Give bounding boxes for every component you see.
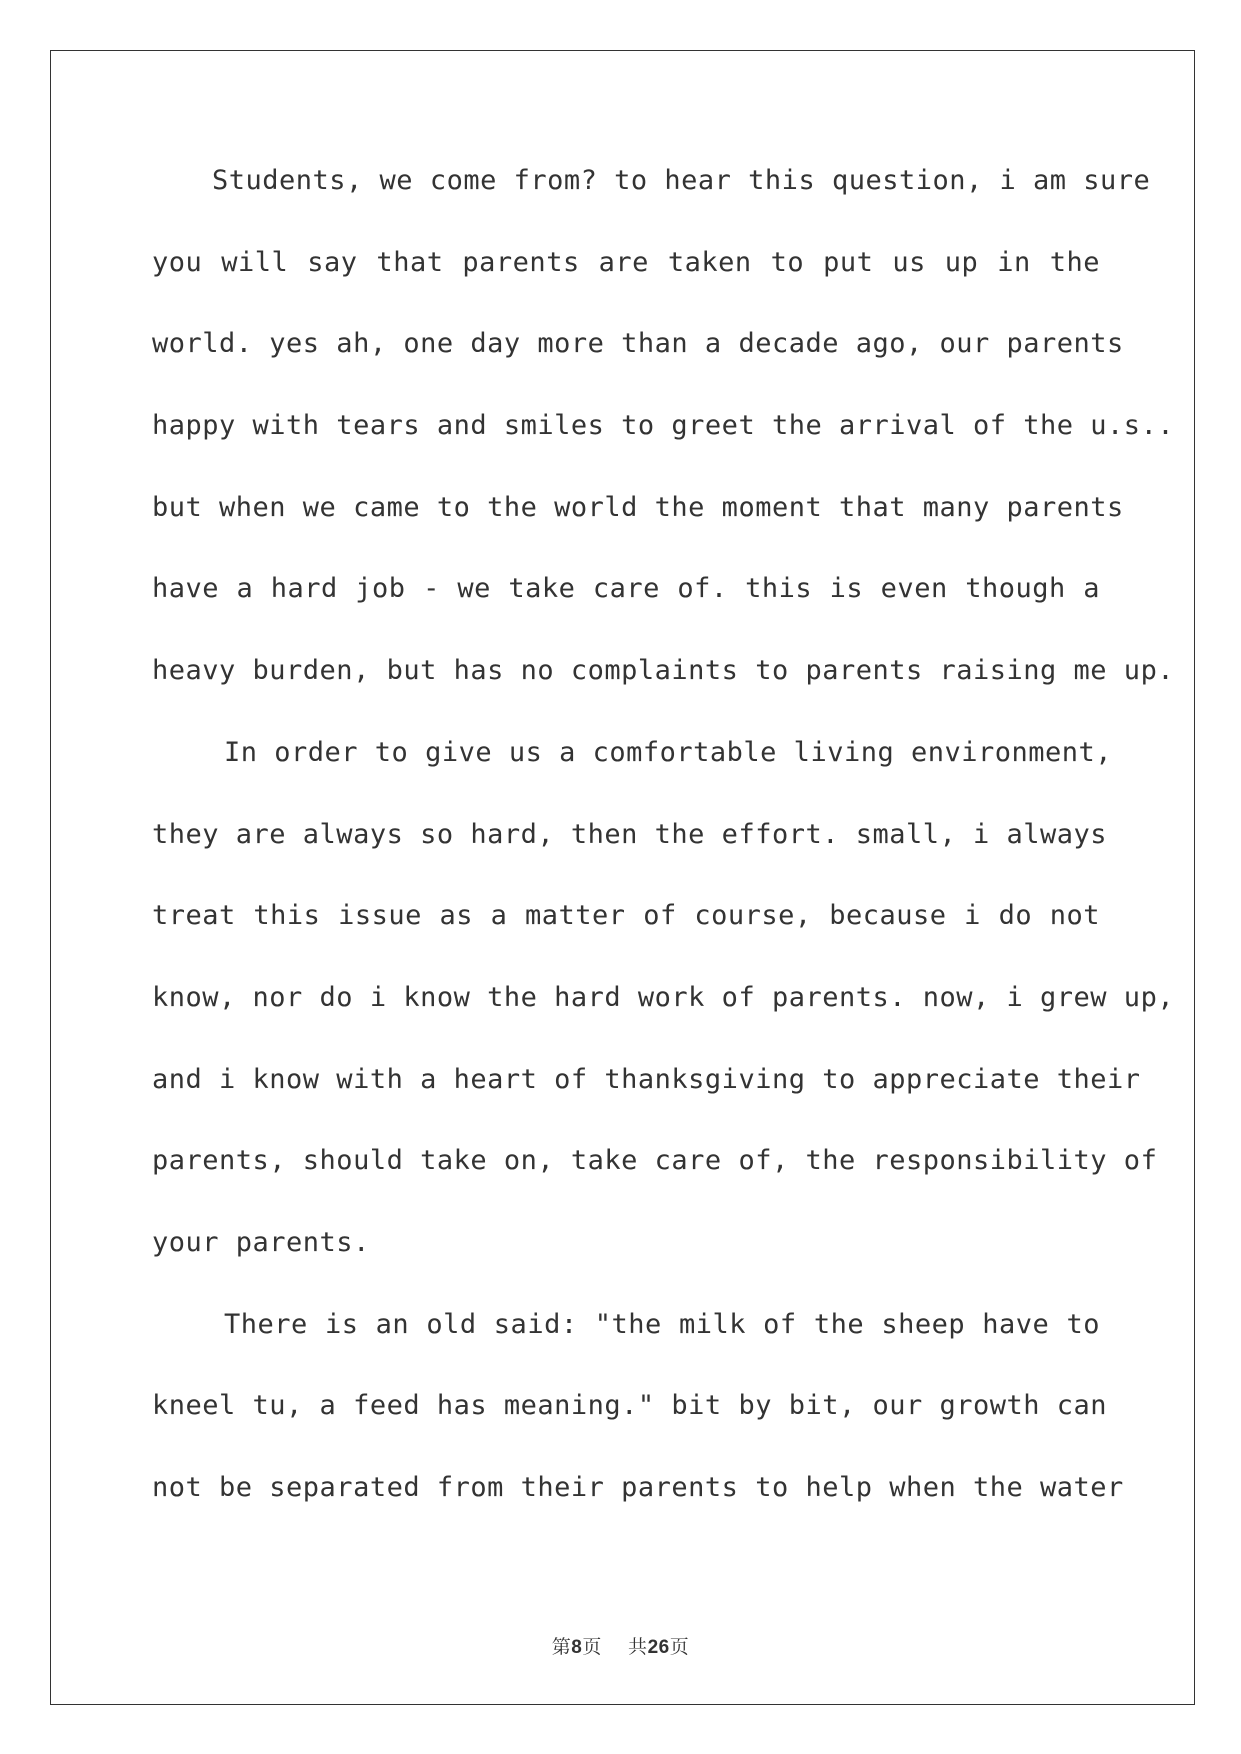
footer-total-prefix: 共 [628, 1636, 648, 1658]
text-line: have a hard job - we take care of. this is even though a [152, 573, 1100, 605]
text-line: world. yes ah, one day more than a decade ago, our parents [152, 328, 1124, 360]
text-line: Students, we come from? to hear this question, i am sure [212, 165, 1151, 196]
text-line: but when we came to the world the moment that many parents [152, 491, 1124, 523]
footer-page-number: 8 [571, 1637, 583, 1658]
text-line: treat this issue as a matter of course, because i do not [152, 900, 1100, 932]
text-line: There is an old said: "the milk of the sheep have to [224, 1308, 1100, 1340]
text-line: heavy burden, but has no complaints to parents raising me up. [152, 655, 1175, 687]
footer-total-pages: 26 [647, 1637, 670, 1658]
page-footer [0, 1632, 1241, 1659]
text-line: you will say that parents are taken to put us up in the [152, 246, 1100, 278]
text-line: kneel tu, a feed has meaning." bit by bit, our growth can [152, 1390, 1108, 1422]
text-line: know, nor do i know the hard work of parents. now, i grew up, [152, 981, 1175, 1013]
text-line: parents, should take on, take care of, the responsibility of [152, 1145, 1158, 1177]
footer-total-suffix: 页 [669, 1636, 690, 1658]
document-body [152, 162, 1175, 1551]
text-line: not be separated from their parents to help when the water [152, 1472, 1124, 1503]
footer-page-suffix: 页 [582, 1636, 602, 1658]
text-line: In order to give us a comfortable living environment, [224, 736, 1113, 768]
text-line: and i know with a heart of thanksgiving to appreciate their [152, 1063, 1141, 1095]
text-line: happy with tears and smiles to greet the arrival of the u.s.. [152, 410, 1175, 442]
text-line: they are always so hard, then the effort. small, i always [152, 818, 1108, 850]
text-line: your parents. [152, 1226, 370, 1258]
footer-prefix: 第 [551, 1636, 572, 1658]
